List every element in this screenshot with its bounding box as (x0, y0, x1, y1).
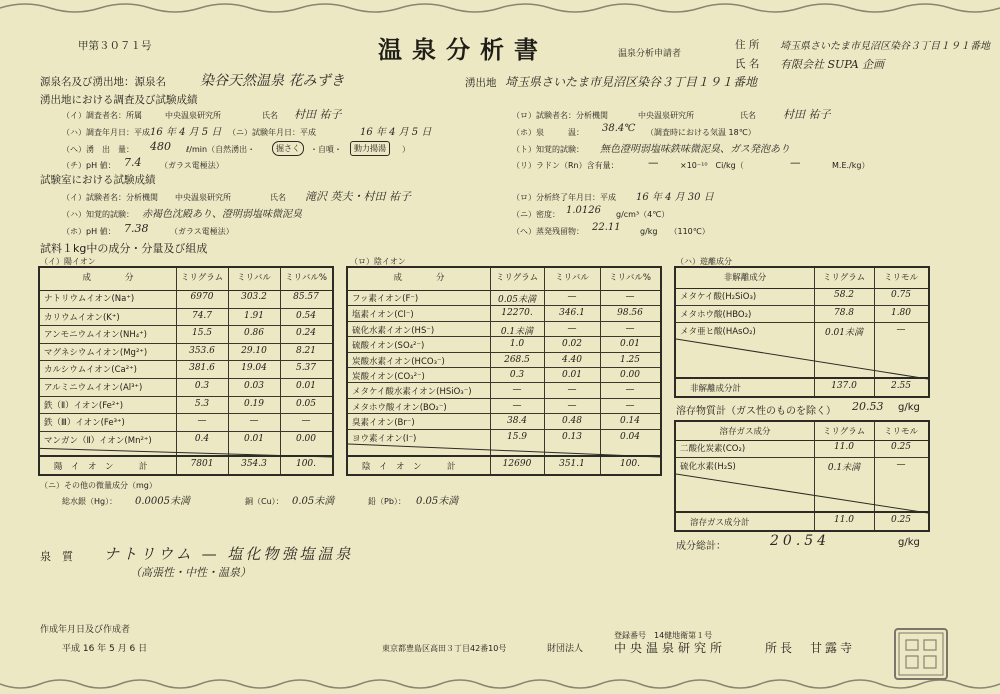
anion_table-header-0: 成 分 (393, 273, 445, 283)
cation_table-row-name: アンモニウムイオン(NH₄⁺) (44, 330, 147, 341)
field-tester-org: 中央温泉研究所 (638, 111, 694, 120)
lab-sensory: 赤褐色沈殿あり、澄明弱塩味微泥臭 (142, 209, 302, 220)
anion_table-row-mg: 0.05未満 (497, 295, 537, 305)
gas_table-row-mmol: 0.25 (890, 442, 912, 452)
field-survey-date: 16 年 4 月 5 日 (150, 127, 222, 138)
free_table-header-1: ミリグラム (822, 273, 866, 283)
cation_table-row-mg: — (197, 416, 207, 427)
top-border-ornament (0, 0, 1000, 14)
cation_table-row-pct: 0.24 (295, 328, 317, 339)
free_table-row-mg: 0.01未満 (824, 328, 864, 338)
applicant-name-label: 氏 名 (735, 58, 760, 70)
official-seal (894, 628, 948, 680)
cation_table-row-name: ナトリウムイオン(Na⁺) (44, 294, 135, 304)
anion_table-total-mg: 12690 (502, 459, 532, 469)
anion_table-row-mval: — (567, 292, 577, 302)
cation_table-row-mg: 0.4 (194, 433, 210, 444)
free_table-total-label: 非解離成分計 (690, 384, 742, 394)
air-temp-note: （調査時における気温 18℃） (646, 128, 756, 137)
free-caption: （ハ）遊離成分 (676, 257, 732, 266)
gas_table-row-mg: 11.0 (833, 442, 855, 452)
quality-label: 泉 質 (40, 550, 73, 563)
cation_table-header-0: 成 分 (82, 273, 134, 283)
cation_table-row-pct: 0.01 (295, 381, 317, 391)
free_table-total-mg: 137.0 (831, 381, 857, 391)
cation_table-row-name: 鉄（Ⅱ）イオン(Fe²⁺) (44, 400, 124, 411)
lab-tester-name-label: 氏名 (270, 193, 286, 202)
cation_table-row-mval: 29.10 (241, 345, 267, 356)
total-components-value: 20.54 (770, 533, 831, 549)
anion_table-row-pct: — (625, 385, 635, 396)
free_table-row-name: メタホウ酸(HBO₂) (680, 310, 752, 320)
anion_table-row-pct: — (625, 292, 635, 302)
components-heading: 試料１kg中の成分・分量及び組成 (40, 242, 208, 255)
anion_table-row-mg: 1.0 (509, 339, 525, 350)
applicant-address: 埼玉県さいたま市見沼区染谷３丁目１９１番地 (780, 41, 990, 52)
cation_table-total-label: 陽 イ オ ン 計 (54, 462, 148, 472)
free_table-total-mmol: 2.55 (890, 381, 912, 391)
lead-label: 鉛（Pb）： (368, 497, 406, 506)
flow-rate-label: （ヘ）湧 出 量： (62, 145, 134, 154)
spring-temp: 38.4℃ (602, 123, 636, 134)
field-tester-label: （ロ）試験者名：分析機関 (512, 111, 608, 120)
cation_table-row-mval: 0.86 (243, 328, 265, 339)
cation_table-header-3: ミリバル% (285, 273, 327, 283)
mercury-label: 総水銀（Hg）： (62, 497, 118, 506)
cation_table-row-mval: 303.2 (241, 292, 267, 302)
dissolved-value: 20.53 (852, 400, 884, 413)
radon-unit-me: M.E./kg） (832, 161, 870, 170)
applicant-name: 有限会社 SUPA 企画 (780, 58, 885, 71)
cation_table-row-pct: 85.57 (293, 292, 319, 302)
anion_table-row-name: ヨウ素イオン(I⁻) (352, 433, 417, 444)
anion_table-row-name: メタホウ酸イオン(BO₂⁻) (352, 402, 447, 413)
anion_table-row-name: フッ素イオン(F⁻) (352, 294, 419, 304)
gas_table-row-name: 硫化水素(H₂S) (680, 462, 736, 472)
total-components-label: 成分総計： (676, 541, 726, 552)
copper-value: 0.05未満 (292, 496, 335, 507)
anion_table-row-mval: — (567, 385, 577, 396)
registration-number: 登録番号 14健地衛第１号 (614, 631, 713, 640)
radon-label: （リ）ラドン（Rn）含有量： (512, 161, 619, 170)
free_table-row-mmol: — (896, 325, 906, 335)
anion_table-total-mval: 351.1 (559, 459, 585, 469)
lab-ph-note: （ガラス電極法） (170, 227, 234, 236)
gas_table-total-mmol: 0.25 (890, 515, 912, 525)
anion_table-row-mval: 0.48 (561, 416, 583, 427)
field-test-date-label: （ニ）試験年月日：平成 (228, 128, 316, 137)
cation_table-header-2: ミリバル (237, 273, 271, 283)
anion_table-row-mval: 4.40 (561, 354, 583, 365)
cation_table-row-name: アルミニウムイオン(Al³⁺) (44, 383, 143, 393)
anion_table-total-label: 陰 イ オ ン 計 (362, 462, 456, 472)
field-tester-name-label: 氏名 (740, 111, 756, 120)
lab-tester-label: （イ）試験者名：分析機関 (62, 193, 158, 202)
anion-table (346, 266, 662, 476)
radon-value-me: — (790, 157, 801, 169)
source-name: 染谷天然温泉 花みずき (200, 73, 345, 89)
cation_table-row-name: マグネシウムイオン(Mg²⁺) (44, 347, 148, 358)
residue-value: 22.11 (592, 222, 621, 233)
gas_table-row-mg: 0.1未満 (827, 463, 861, 473)
cation_table-row-mg: 5.3 (194, 398, 210, 409)
gas_table-total-mg: 11.0 (833, 515, 855, 525)
anion_table-row-mg: 12270. (501, 308, 533, 319)
lab-ph-label: （ホ）pH 値： (62, 227, 116, 236)
cation-caption: （イ）陽イオン (40, 257, 96, 266)
field-sensory-label: （ト）知覚的試験： (512, 145, 584, 154)
spring-temp-label: （ホ）泉 温： (512, 128, 584, 137)
flow-drilled-option: 掘さく (272, 141, 304, 156)
cation_table-row-mval: 1.91 (243, 310, 265, 321)
cation_table-row-pct: 5.37 (295, 363, 317, 374)
anion_table-header-1: ミリグラム (495, 273, 539, 283)
density-unit: g/cm³（4℃） (616, 210, 670, 219)
cation_table-row-name: 鉄（Ⅲ）イオン(Fe³⁺) (44, 418, 125, 429)
cation_table-row-name: カルシウムイオン(Ca²⁺) (44, 365, 137, 376)
cation_table-row-mval: — (249, 416, 259, 427)
created-date: 平成 16 年 5 月 6 日 (62, 644, 148, 654)
trace-caption: （ニ）その他の微量成分（mg） (40, 481, 157, 490)
anion_table-row-name: 炭酸水素イオン(HCO₃⁻) (352, 356, 445, 367)
field-ph: 7.4 (124, 156, 142, 169)
flow-rate-unit: ℓ/min（自然湧出・ (186, 145, 256, 154)
lab-sensory-label: （ハ）知覚的試験： (62, 210, 134, 219)
org-prefix: 財団法人 (547, 644, 584, 654)
cation_table-row-mval: 0.01 (243, 433, 265, 444)
free_table-row-name: メタ亜ヒ酸(HAsO₂) (680, 327, 756, 337)
free_table-row-mg: 78.8 (833, 308, 855, 318)
cation_table-row-pct: 0.05 (295, 398, 317, 409)
field-sensory: 無色澄明弱塩味鉄味微泥臭、ガス発泡あり (600, 144, 790, 155)
free_table-header-2: ミリモル (883, 273, 918, 283)
cation_table-row-pct: 0.54 (295, 310, 317, 321)
anion_table-row-mg: 15.9 (506, 431, 528, 442)
cation_table-row-mval: 0.19 (243, 398, 265, 409)
anion_table-row-name: 臭素イオン(Br⁻) (352, 418, 415, 429)
field-investigator-name: 村田 祐子 (294, 108, 342, 121)
anion_table-row-mg: 0.3 (509, 370, 525, 380)
anion_table-row-mval: — (567, 323, 577, 334)
field-ph-label: （チ）pH 値： (62, 161, 116, 170)
cation_table-total-mg: 7801 (190, 459, 214, 469)
anion_table-row-pct: 98.56 (617, 308, 643, 319)
cation_table-row-mg: 0.3 (194, 381, 210, 391)
field-survey-heading: 湧出地における調査及び試験成績 (40, 94, 198, 106)
created-label: 作成年月日及び作成者 (40, 625, 131, 635)
gas_table-header-1: ミリグラム (822, 427, 866, 437)
cation_table-row-pct: — (301, 416, 311, 427)
field-tester-name: 村田 祐子 (783, 108, 831, 121)
quality-value: ナトリウム — 塩化物強塩温泉 (104, 545, 354, 563)
cation_table-row-name: マンガン（Ⅱ）イオン(Mn²⁺) (44, 435, 152, 446)
flow-rate: 480 (150, 140, 171, 153)
lab-tester-org: 中央温泉研究所 (175, 193, 231, 202)
lead-value: 0.05未満 (416, 496, 459, 507)
residue-unit: g/kg （110℃） (640, 227, 710, 236)
anion_table-row-mval: 0.02 (561, 339, 583, 350)
field-ph-note: （ガラス電極法） (160, 161, 224, 170)
anion_table-row-name: 硫化水素イオン(HS⁻) (352, 325, 435, 336)
anion_table-row-pct: 0.01 (619, 339, 641, 350)
field-test-date: 16 年 4 月 5 日 (360, 127, 432, 138)
cation_table-row-mg: 6970 (190, 292, 214, 302)
anion_table-row-mg: 0.1未満 (500, 326, 534, 337)
cation_table-row-pct: 0.00 (295, 433, 317, 444)
mercury-value: 0.0005未満 (135, 496, 190, 507)
gas_table-header-2: ミリモル (883, 427, 918, 437)
anion_table-row-pct: 1.25 (619, 354, 641, 365)
field-survey-date-label: （ハ）調査年月日：平成 (62, 128, 150, 137)
field-investigator-label: （イ）調査者名：所属 (62, 111, 142, 120)
anion_table-row-mg: 268.5 (504, 354, 530, 365)
quality-sub: （高張性・中性・温泉） (130, 566, 251, 579)
gas_table-header-0: 溶存ガス成分 (719, 427, 771, 437)
residue-label: （ヘ）蒸発残留物： (512, 227, 584, 236)
cation_table-total-pct: 100. (295, 459, 317, 469)
cation_table-header-1: ミリグラム (180, 273, 224, 283)
cation_table-row-name: カリウムイオン(K⁺) (44, 312, 120, 323)
gas_table-total-label: 溶存ガス成分計 (690, 518, 750, 528)
cation_table-row-mval: 19.04 (241, 363, 267, 374)
free_table-row-mmol: 1.80 (890, 308, 912, 318)
org-name: 中央温泉研究所 (614, 641, 727, 655)
radon-unit-ci: ×10⁻¹⁰ Ci/kg（ (680, 161, 744, 170)
flow-mid-text: ・自噴・ (310, 145, 342, 154)
source-location-label: 湧出地 (465, 77, 497, 89)
cation_table-row-mg: 74.7 (191, 310, 213, 321)
anion_table-total-pct: 100. (619, 459, 641, 469)
blank-area-strike (348, 268, 660, 474)
anion_table-row-pct: — (625, 400, 635, 411)
density-value: 1.0126 (566, 205, 601, 216)
anion_table-row-mval: 0.13 (561, 431, 583, 442)
anion_table-row-mg: 38.4 (506, 416, 528, 427)
anion_table-total-row (348, 455, 660, 474)
flow-pumped-option: 動力揚湯 (350, 141, 390, 156)
anion_table-row-mval: 0.01 (561, 370, 583, 380)
cation_table-total-mval: 354.3 (241, 459, 267, 469)
anion_table-row-pct: — (625, 323, 635, 334)
cation_table-row-pct: 8.21 (295, 345, 317, 356)
director-name: 所長 甘露寺 (765, 641, 856, 655)
total-components-unit: g/kg (898, 537, 920, 548)
dissolved-unit: g/kg (898, 402, 920, 413)
free_table-header-0: 非解離成分 (723, 273, 767, 283)
gas_table-total-row (676, 511, 928, 530)
bottom-border-ornament (0, 676, 1000, 694)
anion_table-row-pct: 0.14 (619, 416, 641, 427)
gas-table (674, 420, 930, 532)
cation_table-row-mg: 353.6 (189, 345, 215, 356)
anion-caption: （ロ）陰イオン (350, 257, 406, 266)
applicant-address-label: 住 所 (735, 39, 760, 51)
free_table-row-mmol: 0.75 (890, 290, 912, 300)
anion_table-row-pct: 0.04 (619, 431, 641, 442)
anion_table-row-name: 硫酸イオン(SO₄²⁻) (352, 341, 425, 352)
free-components-table (674, 266, 930, 398)
cation_table-row-mg: 381.6 (189, 363, 215, 374)
dissolved-label: 溶存物質計（ガス性のものを除く） (676, 406, 836, 417)
anion_table-row-mval: — (567, 400, 577, 411)
analysis-end-label: （ロ）分析終了年月日：平成 (512, 193, 616, 202)
free_table-row-mg: 58.2 (833, 290, 855, 300)
applicant-label: 温泉分析申請者 (618, 49, 682, 59)
field-investigator-org: 中央温泉研究所 (165, 111, 221, 120)
anion_table-row-mg: — (512, 385, 522, 396)
lab-ph: 7.38 (124, 222, 149, 235)
anion_table-row-mval: 346.1 (559, 308, 585, 319)
radon-value-ci: — (648, 157, 659, 169)
analysis-end-date: 16 年 4 月 30 日 (636, 192, 714, 203)
anion_table-row-pct: 0.00 (619, 370, 641, 380)
copper-label: 銅（Cu）： (245, 497, 284, 506)
gas_table-row-mmol: — (896, 460, 906, 470)
cation_table-row-mval: 0.03 (243, 381, 265, 391)
source-location: 埼玉県さいたま市見沼区染谷３丁目１９１番地 (505, 75, 758, 89)
cation-table (38, 266, 334, 476)
source-name-label: 源泉名及び湧出地：源泉名 (40, 76, 166, 88)
lab-heading: 試験室における試験成績 (40, 174, 156, 186)
anion_table-row-mg: — (512, 400, 522, 411)
anion_table-row-name: 炭酸イオン(CO₃²⁻) (352, 372, 425, 382)
anion_table-header-3: ミリバル% (609, 273, 651, 283)
flow-end: ） (402, 145, 410, 154)
density-label: （ニ）密度： (512, 210, 560, 219)
anion_table-header-2: ミリバル (555, 273, 589, 283)
document-title: 温泉分析書 (378, 35, 548, 64)
blank-area-strike (40, 268, 332, 474)
free_table-total-row (676, 377, 928, 396)
field-investigator-name-label: 氏名 (262, 111, 278, 120)
doc-number: 甲第３０７１号 (78, 40, 152, 52)
free_table-row-name: メタケイ酸(H₂SiO₃) (680, 292, 757, 302)
anion_table-row-name: 塩素イオン(Cl⁻) (352, 310, 414, 321)
cation_table-total-row (40, 455, 332, 474)
lab-tester-name: 滝沢 英夫・村田 祐子 (305, 190, 411, 203)
cation_table-row-mg: 15.5 (191, 328, 213, 339)
org-address: 東京都豊島区高田３丁目42番10号 (382, 644, 507, 653)
gas_table-row-name: 二酸化炭素(CO₂) (680, 444, 746, 454)
anion_table-row-name: メタケイ酸水素イオン(HSiO₃⁻) (352, 387, 472, 398)
